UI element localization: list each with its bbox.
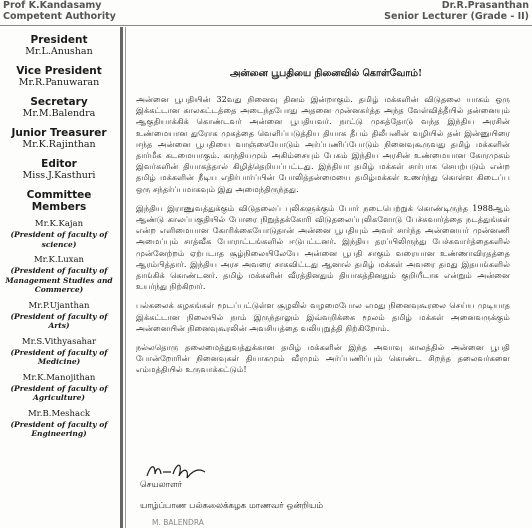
competent-authority-name: Prof K.Kandasamy bbox=[3, 0, 102, 11]
senior-lecturer-title: Senior Lecturer (Grade - II) bbox=[384, 11, 529, 22]
committee-heading: Committee Members bbox=[26, 189, 92, 213]
officer-role: Junior Treasurer bbox=[11, 127, 107, 139]
header-divider bbox=[0, 25, 532, 26]
member-role: (President of faculty of Agriculture) bbox=[10, 383, 108, 402]
letter-paragraph: இந்திய இராணுவத்துக்கும் விடுதலைப் புலிகளுக்கும் போர் நடைபெற்றுக் கொண்டிருந்த 1988ஆம் ஆண்டு காலப்பகுதியில் போரை நிறுத்தக்கோரி விடுதலைப்புலிகளோடு பேச்சுவார்த்தை நடத்துங்கள் என்ற எளிமையான கோரிக்கையோடுதான் அன்னை பூபதியும் அவர் சார்ந்த அன்னையர் முன்னணி அமைப்பும் சாத்வீக போராட்டங்களில் ஈடுபட்டனர். இந்திய தரப்பிலிருந்து பேச்சுவார்த்தைகளில் முன்னேற்றம் ஏற்படாத சூழ்நிலையிலேயே அன்னை பூபதி சாகும் வரையான உண்ணாவிரதத்தை ஆரம்பித்தார். இந்திய அரச அவரை சாகவிட்டது ஆனால் தமிழ் மக்கள் அவரை தமது இதயங்களில் தாங்கிக் கொண்டனர். தமிழ் மக்களின் வீரத்தினதும் தியாகத்தினதும் குறியீடாக என்றும் அன்னை உயர்ந்து நிற்கிறார். bbox=[136, 202, 510, 292]
sidebar-divider-thin bbox=[125, 27, 126, 528]
letterhead bbox=[0, 0, 532, 26]
officer-name: Mr.R.Panuwaran bbox=[18, 77, 100, 88]
officer-name: Mr.M.Balendra bbox=[22, 108, 96, 119]
committee-member bbox=[0, 219, 118, 249]
member-name: Mr.K.Kajan bbox=[34, 219, 84, 229]
officer-name: Mr.K.Rajinthan bbox=[22, 139, 96, 150]
member-name: Mr.S.Vithyasahar bbox=[21, 336, 97, 347]
committee-member bbox=[0, 301, 118, 331]
member-role: (President of faculty of science) bbox=[10, 230, 108, 249]
officer-vice-president bbox=[0, 65, 118, 89]
member-name: Mr.B.Meshack bbox=[27, 408, 91, 419]
officer-role: President bbox=[30, 34, 88, 46]
signatory-title: செயலாளர் bbox=[140, 480, 183, 490]
letterhead-left bbox=[3, 0, 116, 22]
officer-role: Vice President bbox=[16, 65, 102, 77]
member-name: Mr.P.Ujanthan bbox=[28, 300, 90, 311]
officer-editor bbox=[0, 158, 118, 182]
member-name: Mr.K.Luxan bbox=[33, 255, 85, 265]
member-role: (President of faculty of Engineering) bbox=[10, 419, 108, 438]
letter-paragraph: நல்லதொரு தலைமைத்துவத்துக்கான தமிழ் மக்களின் இந்த அவாவு காலத்தில் அன்னை பூபதி போன்றோரின் நினைவுகள் தியாகமும் வீரமும் அர்ப்பணிப்பும் கொண்ட சிறந்த தலைவர்களை எம்மத்தியில் உருவாக்கட்டும்! bbox=[136, 342, 510, 375]
officer-secretary bbox=[0, 96, 118, 120]
officer-role: Editor bbox=[41, 158, 77, 170]
committee-member bbox=[0, 255, 118, 295]
sidebar-divider-thick bbox=[120, 27, 123, 528]
officer-junior-treasurer bbox=[0, 127, 118, 151]
member-role: (President of faculty of Management Studies and Commerce) bbox=[5, 266, 113, 294]
officer-president bbox=[0, 34, 118, 58]
letterhead-right bbox=[384, 0, 529, 22]
letter-paragraph: அன்னை பூபதியின் 32வது நினைவு தினம் இன்றாகும். தமிழ் மக்களின் விடுதலை யாகம் ஒரு இக்கட்டான காலகட்டத்தை அடைந்தபோது அதனை முன்னகர்த்த அந்த வேள்வித்தீயில் தன்னையும் ஆகுதியாக்கிக் கொண்டவர் அன்னை பூபதியவர். நாட்டு முகத்தோடு வந்த இந்திய அரசின் உண்மையான துரோக முகத்தை வெளிப்படுத்திய தியாக தீபம் திலீபனின் வழியில் தன் இன்னுயிரை ஈந்த அன்னை பூபதியை வாஞ்சையோடும் அர்ப்பணிப்போடும் நினைவுகூருவது தமிழ் மக்களின் தார்மீக கடமையாகும். காந்தியமும் அகிம்சையும் பேசும் இந்திய அரசின் உண்மையான கோரமுகம் இவர்களின் தியாகத்தால் கிழித்தெறியப்பட்டது. இந்தியா தமிழ் மக்கள் சார்பாக செயற்படும் என்ற தமிழ் மக்களின் நீடிய எதிர்பார்ப்பின் போலித்தன்மையை தமிழ்மக்கள் உணர்ந்து கொள்ள கிடைப்ப ஒரு சந்தர்ப்பமாகவும் இது அமைந்திருந்தது. bbox=[136, 94, 510, 194]
officer-name: Miss.J.Kasthuri bbox=[22, 170, 96, 181]
committee-sidebar bbox=[0, 27, 118, 528]
organization-name: யாழ்ப்பாண பல்கலைக்கழக மாணவர் ஒன்றியம் bbox=[140, 501, 324, 511]
committee-member bbox=[0, 373, 118, 403]
member-name: Mr.K.Manojithan bbox=[22, 372, 96, 383]
letter-paragraph: பல்கலைக் கழகங்கள் மூடப்பட்டுள்ள சூழலில் வழமைபோல எமது நினைவுகூரலை செய்ய முடியாத இக்கட்டான நிலையில் நாம் இருந்தாலும் இவ்வறிக்கை மூலம் தமிழ் மக்கள் அனைவருக்கும் அன்னையின் நினைவுகூரலின் அவசியத்தை வலியுறுத்தி நிற்கிறோம். bbox=[136, 300, 510, 333]
committee-member bbox=[0, 337, 118, 367]
member-role: (President of faculty of Arts) bbox=[10, 311, 108, 330]
committee-member bbox=[0, 409, 118, 439]
officer-name: Mr.L.Anushan bbox=[25, 46, 93, 57]
letter-heading: அன்னை பூபதியை நினைவில் கொள்வோம்! bbox=[229, 68, 423, 79]
member-role: (President of faculty of Medicine) bbox=[10, 347, 108, 366]
competent-authority-title: Competent Authority bbox=[3, 11, 116, 22]
stamp-text: M. BALENDRA bbox=[152, 518, 204, 527]
officer-role: Secretary bbox=[30, 96, 88, 108]
letter-body bbox=[136, 94, 510, 384]
senior-lecturer-name: Dr.R.Prasanthan bbox=[441, 0, 529, 11]
